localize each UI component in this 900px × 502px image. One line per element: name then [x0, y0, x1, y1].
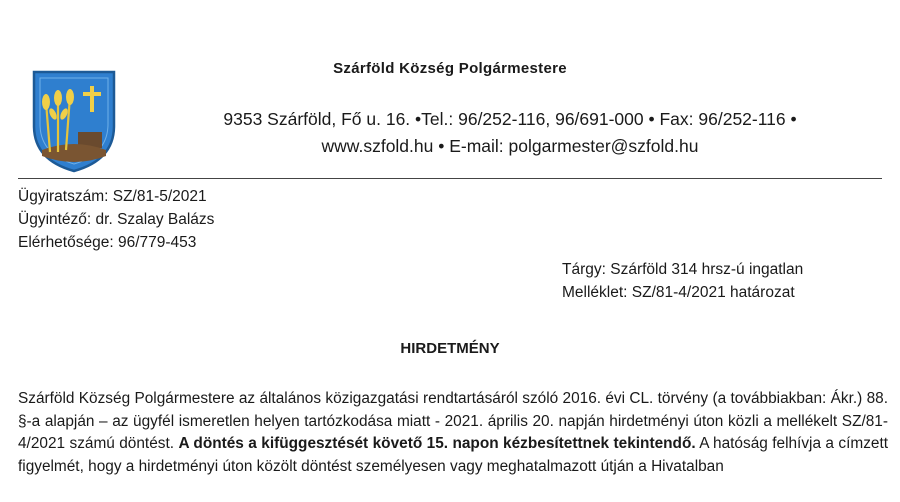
- contact-block: [150, 106, 870, 160]
- body-text-part1: Szárföld Község Polgármestere az általános közigazgatási rendtartásáról szóló 2016. évi CL. törvény (a továbbiakban: Ákr.) 88. §-a alapján – az ügyfél ismeretlen helyen tartózkodása miatt - 2021. április 20. napján hirdetményi úton közli a mellékelt SZ/81-4/2021 számú döntést.: [18, 390, 888, 452]
- municipal-coat-of-arms-icon: [28, 68, 120, 174]
- subject-attachment: Melléklet: SZ/81-4/2021 határozat: [562, 284, 795, 301]
- case-handler: Ügyintéző: dr. Szalay Balázs: [18, 211, 215, 228]
- body-text-bold: A döntés a kifüggesztését követő 15. napon kézbesítettnek tekintendő.: [178, 435, 696, 452]
- subject-block: [562, 258, 803, 304]
- organization-name: Szárföld Község Polgármestere: [333, 60, 567, 77]
- handler-contact: Elérhetősége: 96/779-453: [18, 234, 197, 251]
- address-line: 9353 Szárföld, Fő u. 16. •Tel.: 96/252-116, 96/691-000 • Fax: 96/252-116 •: [223, 109, 797, 129]
- case-number: Ügyiratszám: SZ/81-5/2021: [18, 188, 207, 205]
- header-divider: [18, 178, 882, 179]
- web-email-line: www.szfold.hu • E-mail: polgarmester@szfold.hu: [321, 136, 699, 156]
- document-title: HIRDETMÉNY: [400, 340, 500, 357]
- case-meta: [18, 185, 214, 254]
- body-paragraph: [18, 388, 888, 478]
- subject-topic: Tárgy: Szárföld 314 hrsz-ú ingatlan: [562, 261, 804, 278]
- body-text-part2: A hatóság felhívja a címzett figyelmét, hogy a hirdetményi úton közölt döntést személyesen vagy meghatalmazott útján a Hivatalban: [18, 435, 889, 475]
